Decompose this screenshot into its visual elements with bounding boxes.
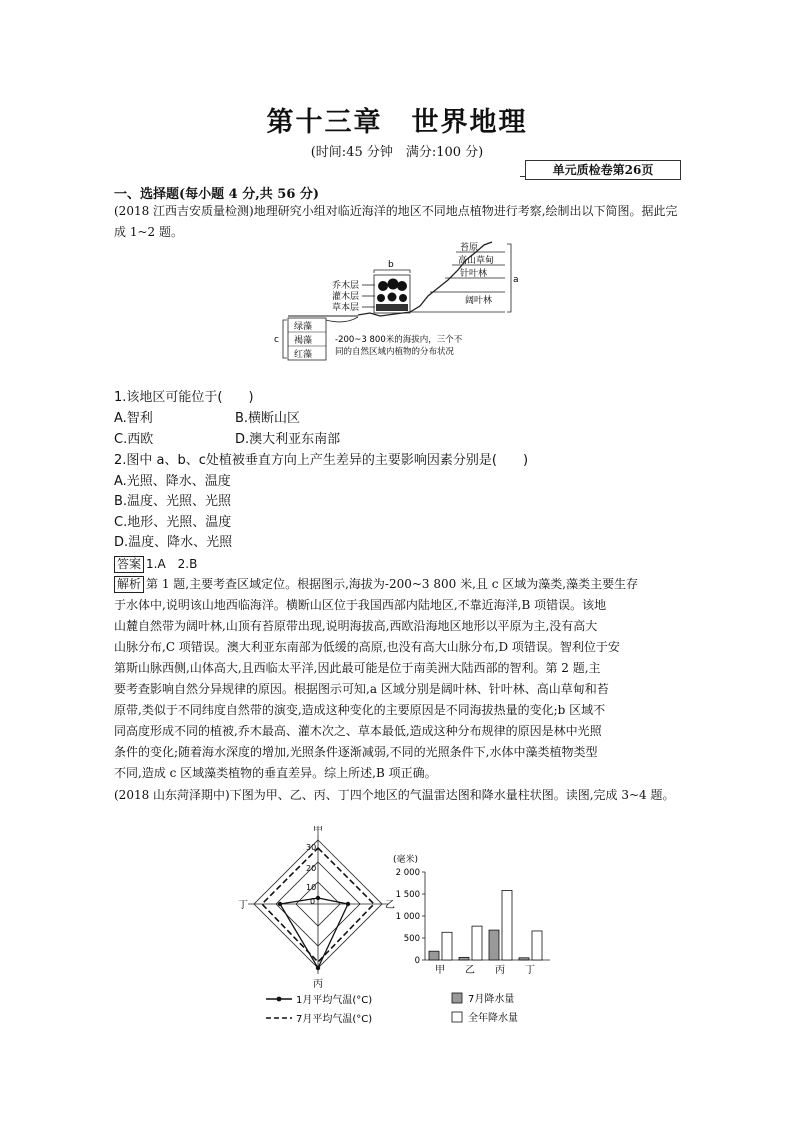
bracket-c: [283, 320, 287, 358]
label-brown-algae: 褐藻: [294, 336, 313, 346]
q2-option-d: D.温度、降水、光照: [114, 535, 233, 550]
bar-annual-3: [532, 931, 542, 960]
point-jan-yi: [346, 902, 350, 906]
label-red-algae: 红藻: [294, 350, 313, 360]
analysis-line: 解析 第 1 题,主要考查区域定位。根据图示,海拔为-200~3 800 米,且 c 区域为藻类,藻类主要生存: [114, 574, 684, 595]
q2-option-a: A.光照、降水、温度: [114, 474, 231, 489]
analysis-line: 条件的变化;随着海水深度的增加,光照条件逐渐减弱,不同的光照条件下,水体中藻类植物类型: [114, 745, 598, 759]
analysis-line: 于水体中,说明该山地西临海洋。横断山区位于我国西部内陆地区,不靠近海洋,B 项错误。该地: [114, 598, 607, 612]
shrub: [388, 293, 397, 302]
analysis-line: 不同,造成 c 区域藻类植物的垂直差异。综上所述,B 项正确。: [114, 766, 437, 780]
analysis-line: 山脉分布,C 项错误。澳大利亚东南部为低缓的高原,也没有高大山脉分布,D 项错误。智利位于安: [114, 640, 620, 654]
point-jan-bing: [316, 966, 320, 970]
label-broadleaf: 阔叶林: [465, 296, 493, 306]
x-tick-label: 乙: [465, 965, 475, 976]
point-jan-ding: [278, 902, 282, 906]
bar-july-3: [519, 958, 529, 960]
q2-option-b: B.温度、光照、光照: [114, 494, 232, 509]
analysis-line: 山麓自然带为阔叶林,山顶有苔原带出现,说明海拔高,西欧沿海地区地形以平原为主,没有高大: [114, 619, 598, 633]
analysis-block: [114, 574, 684, 784]
q1-option-b: B.横断山区: [235, 411, 301, 426]
axis-label-bing: 丙: [313, 979, 323, 990]
point-jan-jia: [316, 896, 320, 900]
x-tick-label: 甲: [435, 965, 445, 976]
label-conifer: 针叶林: [460, 269, 488, 279]
analysis-tag: 解析: [114, 576, 144, 593]
analysis-line: 原带,类似于不同纬度自然带的演变,造成这种变化的主要原因是不同海拔热量的变化;b 区域不: [114, 703, 606, 717]
label-meadow: 高山草甸: [458, 256, 495, 266]
chart-legend: [262, 990, 562, 1030]
radar-tick-20: 20: [306, 864, 317, 873]
tree-crown: [388, 279, 399, 290]
intro-paragraph-2: (2018 山东菏泽期中)下图为甲、乙、丙、丁四个地区的气温雷达图和降水量柱状图。读图,完成 3~4 题。: [114, 788, 675, 802]
analysis-line: 第斯山脉西侧,山体高大,且西临太平洋,因此最可能是位于南美洲大陆西部的智利。第 2 题,主: [114, 661, 601, 675]
bar-annual-0: [442, 932, 452, 960]
label-green-algae: 绿藻: [294, 322, 313, 332]
label-shrub: 灌木层: [332, 292, 360, 302]
intro-paragraph-1: (2018 江西吉安质量检测)地理研究小组对临近海洋的地区不同地点植物进行考察,绘制出以下简图。据此完成 1~2 题。: [114, 204, 678, 239]
page-badge: 单元质检卷第26页: [525, 160, 681, 180]
shrub: [377, 294, 385, 302]
answer-line: [114, 554, 197, 574]
temperature-radar-chart: [238, 826, 398, 991]
label-a: a: [513, 275, 519, 285]
y-tick-label: 0: [414, 956, 420, 966]
label-tundra: 苔原: [460, 243, 479, 253]
q1-option-c: C.西欧: [114, 432, 154, 447]
label-tree: 乔木层: [332, 281, 360, 291]
herb-layer: [376, 304, 408, 311]
legend-jul-precip-label: 7月降水量: [468, 994, 515, 1005]
q1-option-d: D.澳大利亚东南部: [235, 432, 341, 447]
q2-option-c: C.地形、光照、温度: [114, 515, 232, 530]
legend-jan-marker: [277, 997, 282, 1002]
figure-note-1: -200~3 800米的海拔内，三个不: [335, 335, 463, 345]
label-c: c: [274, 335, 279, 345]
bar-july-0: [429, 951, 439, 960]
answer-text: 1.A 2.B: [146, 557, 198, 571]
bracket-a: [507, 244, 511, 312]
label-b: b: [388, 260, 394, 270]
question-1-stem: 1.该地区可能位于( ): [114, 390, 254, 405]
q1-option-a: A.智利: [114, 411, 153, 426]
bar-annual-1: [472, 926, 482, 960]
y-axis-label: (毫米): [393, 855, 419, 865]
radar-tick-30: 30: [306, 843, 317, 852]
x-tick-label: 丙: [495, 965, 505, 976]
bracket-b: [374, 270, 410, 273]
tree-crown: [378, 281, 388, 291]
shrub: [399, 294, 407, 302]
x-tick-label: 丁: [525, 965, 535, 976]
answer-tag: 答案: [114, 556, 144, 573]
bar-annual-2: [502, 890, 512, 960]
axis-label-ding: 丁: [238, 900, 248, 911]
axis-label-jia: 甲: [313, 826, 323, 836]
vegetation-diagram: [270, 240, 530, 365]
analysis-line: 要考查影响自然分异规律的原因。根据图示可知,a 区域分别是阔叶林、针叶林、高山草甸和苔: [114, 682, 609, 696]
axis-label-yi: 乙: [385, 900, 395, 911]
legend-annual-precip-swatch: [452, 1012, 462, 1022]
analysis-line: 同高度形成不同的植被,乔木最高、灌木次之、草本最低,造成这种分布规律的原因是林中光照: [114, 724, 602, 738]
section-heading: 一、选择题(每小题 4 分,共 56 分): [114, 187, 320, 202]
exam-time-score: (时间:45 分钟 满分:100 分): [310, 145, 484, 160]
legend-jul-label: 7月平均气温(°C): [296, 1014, 373, 1025]
page-title: 第十三章 世界地理: [266, 107, 528, 138]
question-2-stem: 2.图中 a、b、c处植被垂直方向上产生差异的主要影响因素分别是( ): [114, 453, 529, 468]
legend-jan-label: 1月平均气温(°C): [296, 995, 373, 1006]
precipitation-bar-chart: [385, 852, 555, 980]
y-tick-label: 2 000: [395, 868, 420, 878]
tree-crown: [397, 281, 407, 291]
bar-july-1: [459, 957, 469, 960]
radar-tick-0: 0: [310, 897, 316, 906]
legend-annual-precip-label: 全年降水量: [468, 1013, 518, 1024]
y-tick-label: 1 500: [395, 890, 420, 900]
y-tick-label: 1 000: [395, 912, 420, 922]
seabed: [326, 317, 358, 322]
label-herb: 草本层: [332, 303, 360, 313]
figure-note-2: 同的自然区域内植物的分布状况: [335, 347, 455, 357]
legend-jul-precip-swatch: [452, 993, 462, 1003]
y-tick-label: 500: [403, 934, 420, 944]
bar-july-2: [489, 930, 499, 960]
radar-tick-10: 10: [306, 883, 317, 892]
